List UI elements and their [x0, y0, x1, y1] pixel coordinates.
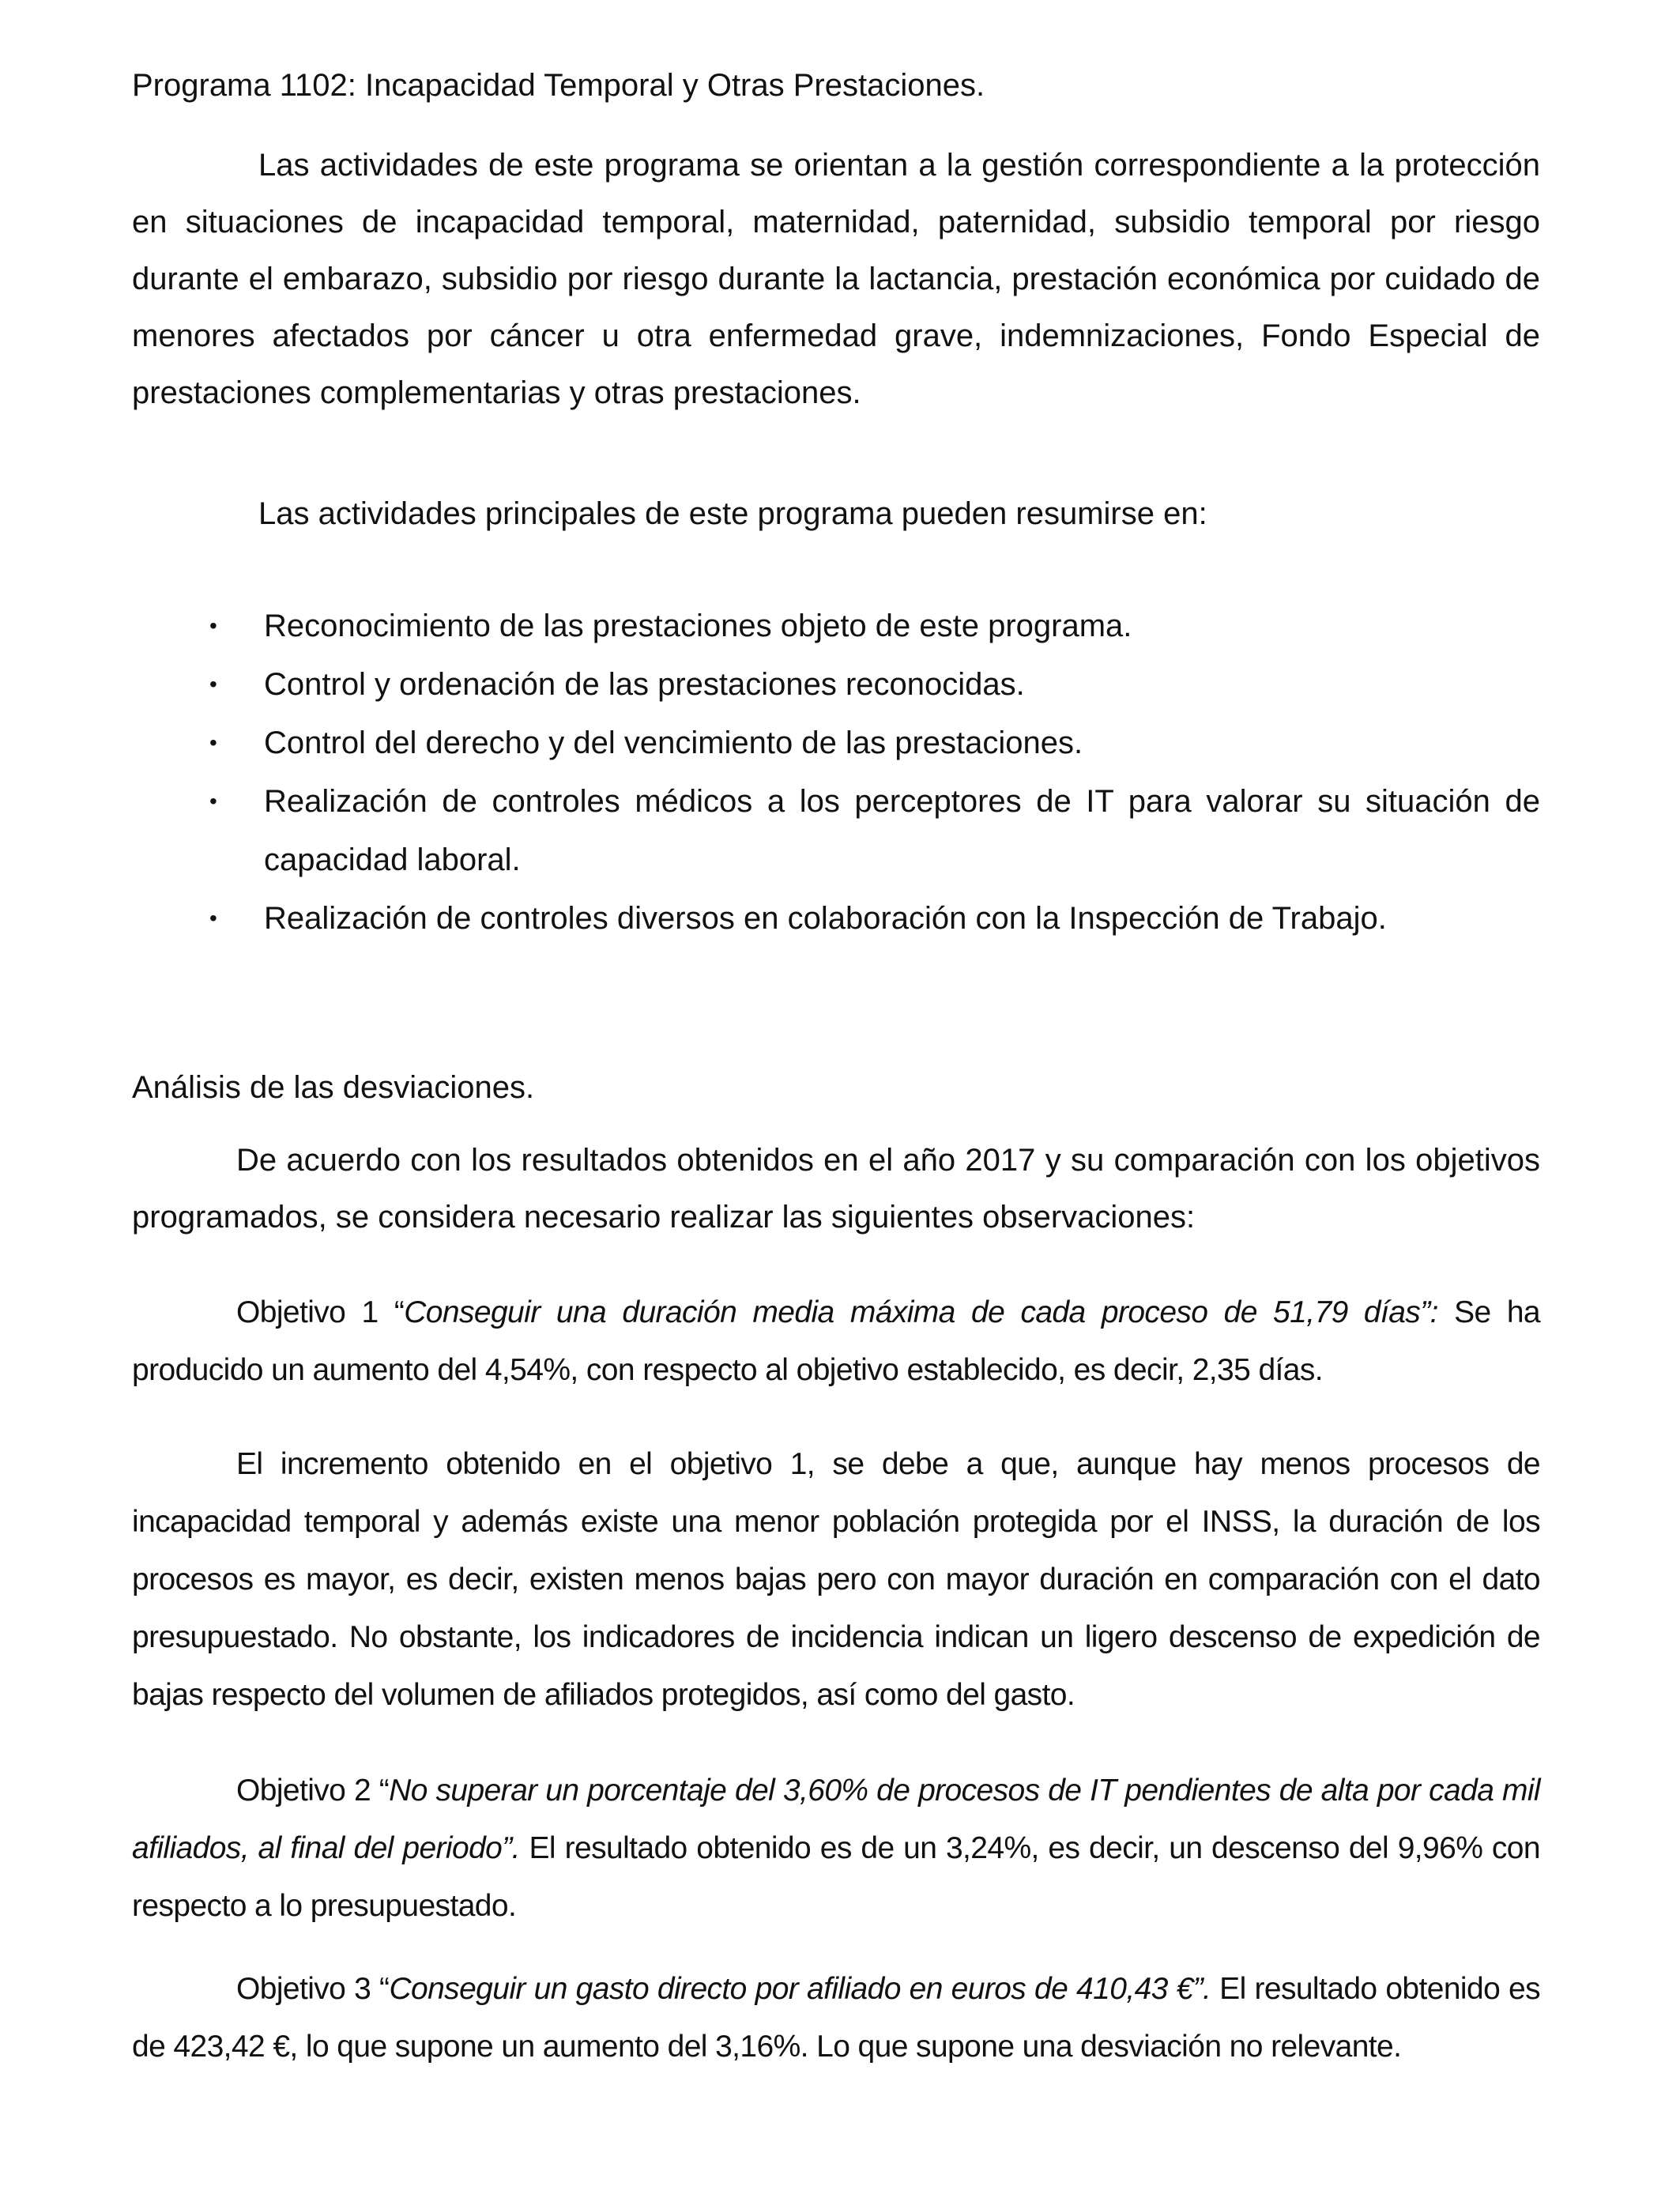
- objective-quote: Conseguir una duración media máxima de cada proceso de 51,79 días”:: [404, 1295, 1438, 1329]
- list-item-text: Realización de controles diversos en colaboración con la Inspección de Trabajo.: [264, 901, 1387, 936]
- objective-result: Se ha producido un aumento del 4,54%, con respecto al objetivo establecido, es decir, 2,35 días.: [132, 1295, 1541, 1387]
- list-item: [0, 597, 1540, 655]
- list-item: [0, 889, 1540, 948]
- activities-list: [132, 597, 1540, 948]
- program-title: Programa 1102: Incapacidad Temporal y Otras Prestaciones.: [132, 68, 985, 103]
- bullet-icon: •: [209, 730, 217, 755]
- objective-label: Objetivo 1 “: [236, 1295, 405, 1329]
- objective-label: Objetivo 3 “: [236, 1972, 390, 2006]
- objective-1-explanation: [132, 1435, 1540, 1724]
- explanation-text: El incremento obtenido en el objetivo 1, se debe a que, aunque hay menos procesos de incapacidad temporal y además existe una menor población protegida por el INSS, la duración de los procesos es mayor, es decir, existen menos bajas pero con mayor duración en comparación con el dato presupuestado. No obstante, los indicadores de incidencia indican un ligero descenso de expedición de bajas respecto del volumen de afiliados protegidos, así como del gasto.: [132, 1447, 1540, 1712]
- bullet-icon: •: [209, 613, 217, 638]
- activities-intro: Las actividades principales de este programa pueden resumirse en:: [258, 496, 1207, 531]
- objective-quote: No superar un porcentaje del 3,60% de procesos de IT pendientes de alta por cada mil afiliados, al final del periodo”.: [132, 1774, 1540, 1865]
- list-item-text: Control y ordenación de las prestaciones reconocidas.: [264, 667, 1025, 702]
- list-item: [0, 714, 1540, 772]
- objective-label: Objetivo 2 “: [236, 1774, 390, 1808]
- bullet-icon: •: [209, 789, 217, 813]
- objective-2-paragraph: [132, 1762, 1540, 1935]
- objective-result: El resultado obtenido es de 423,42 €, lo que supone un aumento del 3,16%. Lo que supone una desviación no relevante.: [132, 1972, 1541, 2064]
- analysis-intro: De acuerdo con los resultados obtenidos en el año 2017 y su comparación con los objetivos programados, se considera necesario realizar las siguientes observaciones:: [132, 1143, 1540, 1235]
- objective-quote: Conseguir un gasto directo por afiliado en euros de 410,43 €”.: [389, 1972, 1211, 2006]
- objective-1-paragraph: [132, 1284, 1540, 1399]
- objective-result: El resultado obtenido es de un 3,24%, es decir, un descenso del 9,96% con respecto a lo presupuestado.: [132, 1831, 1540, 1923]
- analysis-heading: Análisis de las desviaciones.: [132, 1070, 535, 1105]
- list-item: [0, 655, 1540, 714]
- intro-paragraph: Las actividades de este programa se orientan a la gestión correspondiente a la protección en situaciones de incapacidad temporal, maternidad, paternidad, subsidio temporal por riesgo durante el embarazo, subsidio por riesgo durante la lactancia, prestación económica por cuidado de menores afectados por cáncer u otra enfermedad grave, indemnizaciones, Fondo Especial de prestaciones complementarias y otras prestaciones.: [132, 148, 1540, 410]
- list-item-text: Reconocimiento de las prestaciones objeto de este programa.: [264, 609, 1132, 643]
- list-item: [0, 772, 1540, 889]
- objective-3-paragraph: [132, 1960, 1540, 2075]
- list-item-text: Realización de controles médicos a los perceptores de IT para valorar su situación de capacidad laboral.: [264, 784, 1540, 877]
- bullet-icon: •: [209, 672, 217, 696]
- bullet-icon: •: [209, 906, 217, 930]
- list-item-text: Control del derecho y del vencimiento de las prestaciones.: [264, 726, 1083, 760]
